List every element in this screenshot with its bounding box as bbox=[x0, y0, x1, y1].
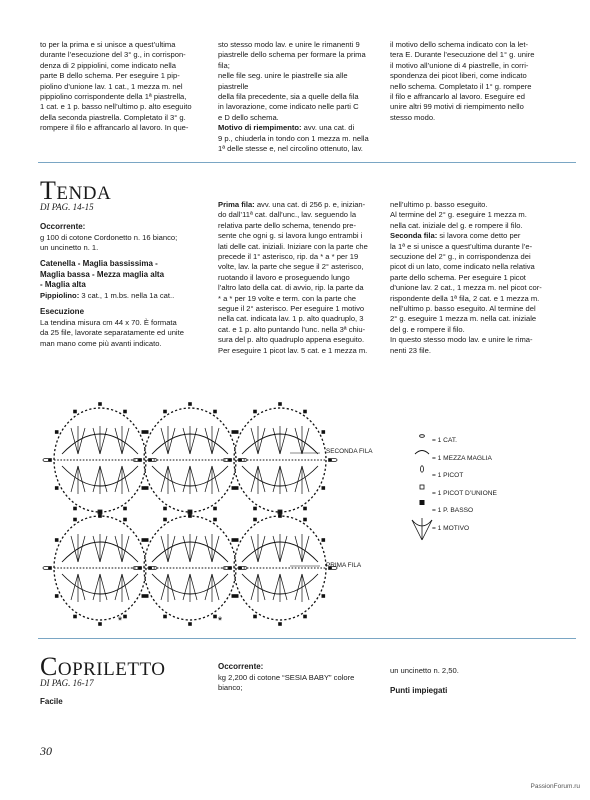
single-crochet-mark bbox=[98, 622, 102, 626]
section-title-copriletto: COPRILETTO bbox=[40, 652, 166, 681]
text-line: precede il 1° asterisco, rip. da * a * per 19 bbox=[218, 252, 359, 262]
single-crochet-mark bbox=[145, 430, 149, 434]
tenda-column-2 bbox=[218, 200, 380, 356]
single-crochet-mark bbox=[98, 510, 102, 514]
motif-stitch bbox=[183, 428, 190, 454]
motif-stitch bbox=[168, 536, 175, 562]
stitch-line: Catenella - Maglia bassissima - bbox=[40, 259, 158, 269]
label-prima-fila: PRIMA FILA bbox=[326, 562, 362, 569]
text-line: ruotando il lavoro e proseguendo lungo bbox=[218, 272, 350, 282]
text-line: 1 cat. e 1 p. basso nell’ultimo p. alto eseguito bbox=[40, 102, 192, 112]
motif-stitch bbox=[78, 428, 85, 454]
legend-item: = 1 MOTIVO bbox=[432, 524, 470, 532]
stitch-line: Maglia bassa - Mezza maglia alta bbox=[40, 269, 165, 279]
single-crochet-mark bbox=[163, 615, 167, 619]
motif-stitch bbox=[115, 466, 122, 492]
seconda-fila-first: si lavora come detto per bbox=[437, 231, 521, 241]
text-line: in lavorazione, come indicato nelle parti C bbox=[218, 102, 359, 112]
motif-stitch bbox=[115, 574, 122, 600]
single-crochet-mark bbox=[145, 538, 149, 542]
text-line: e D dello schema. bbox=[218, 112, 279, 122]
text-line: piastrelle dello schema per formare la prima fila; bbox=[218, 50, 366, 70]
text-line: tera E. Durante l’esecuzione del 1° g. unire bbox=[390, 50, 535, 60]
motif-stitch bbox=[100, 466, 107, 492]
motif-stitch bbox=[115, 536, 122, 562]
slip-stitch-symbol bbox=[415, 451, 429, 455]
motif-symbol bbox=[412, 518, 432, 540]
text-line: pippiolino corrispondente della 1ª piastrella, bbox=[40, 92, 187, 102]
text-line: cat. e 1 p. alto puntando l’unc. nella 3ª chiu- bbox=[218, 324, 366, 334]
top-column-3 bbox=[390, 40, 555, 123]
text-line: il motivo all’unione di 4 piastrelle, in corri- bbox=[390, 60, 529, 70]
legend-item: = 1 P. BASSO bbox=[432, 507, 474, 514]
asterisk: * bbox=[117, 615, 123, 627]
text-line: nell’ultimo p. basso eseguito. bbox=[390, 200, 488, 209]
prima-fila-label: Prima fila: bbox=[218, 200, 255, 209]
section-subtitle-copriletto: DI PAG. 16-17 bbox=[40, 678, 94, 688]
single-crochet-mark bbox=[213, 615, 217, 619]
single-crochet-mark bbox=[303, 410, 307, 414]
single-crochet-mark bbox=[55, 594, 59, 598]
text-line: 9 p., chiuderla in tondo con 1 mezza m. nella bbox=[218, 133, 369, 143]
single-crochet-mark bbox=[235, 486, 239, 490]
difficulty-level: Facile bbox=[40, 697, 63, 706]
text-line: segue il 2° asterisco. Per eseguire 1 motivo bbox=[218, 304, 365, 314]
single-crochet-mark bbox=[235, 430, 239, 434]
motif-stitch bbox=[258, 466, 265, 492]
single-crochet-mark bbox=[55, 430, 59, 434]
motif-stitch bbox=[273, 428, 280, 454]
seconda-fila-label: Seconda fila: bbox=[390, 231, 438, 241]
text-line: volte, lav. la parte che segue il 2° asterisco, bbox=[218, 262, 364, 272]
text-line: un uncinetto n. 1. bbox=[40, 242, 99, 252]
motif-stitch bbox=[168, 574, 175, 600]
motif-stitch bbox=[168, 428, 175, 454]
text-line: relativa parte dello schema, tenendo pre- bbox=[218, 220, 357, 230]
single-crochet-mark bbox=[303, 615, 307, 619]
text-line: durante l’esecuzione del 3° g., in corrispon- bbox=[40, 50, 186, 60]
page-number: 30 bbox=[40, 744, 52, 758]
motif-stitch bbox=[183, 574, 190, 600]
motif-stitch bbox=[100, 428, 107, 454]
text-line: nenti 23 file. bbox=[390, 345, 431, 355]
text-line: il motivo dello schema indicato con la let- bbox=[390, 40, 529, 49]
text-line: nell’ultimo p. basso eseguito. Al termine del bbox=[390, 304, 536, 314]
text-line: rompere il filo e affrancarlo al lavoro. In que- bbox=[40, 123, 189, 133]
text-line: nelle file seg. unire le piastrelle sia alle piastrelle bbox=[218, 71, 348, 91]
asterisk: * bbox=[217, 615, 223, 627]
text-line: La tendina misura cm 44 x 70. È formata bbox=[40, 317, 177, 327]
single-crochet-mark bbox=[232, 430, 236, 434]
punti-heading: Punti impiegati bbox=[390, 686, 448, 696]
section-divider-2 bbox=[38, 638, 576, 639]
motif-stitch bbox=[100, 536, 107, 562]
single-crochet-mark bbox=[123, 410, 127, 414]
text-line: spondenza dei picot liberi, come indicato bbox=[390, 71, 527, 81]
stitches-heading bbox=[40, 259, 205, 291]
text-line: della seconda piastrella. Completato il 3° g. bbox=[40, 112, 186, 122]
single-crochet-mark bbox=[142, 430, 146, 434]
single-crochet-mark bbox=[142, 594, 146, 598]
single-crochet-symbol bbox=[420, 500, 425, 505]
text-line: do dall’11ª cat. dall’unc., lav. seguendo la bbox=[218, 210, 357, 220]
single-crochet-mark bbox=[98, 402, 102, 406]
text-line: rispondente della 1ª fila, 2 cat. e 1 mezza m. bbox=[390, 293, 540, 303]
single-crochet-mark bbox=[253, 507, 257, 511]
motif-stitch bbox=[258, 574, 265, 600]
top-column-2: sto stesso modo lav. e unire le rimanenti 9 piastrelle dello schema per formare la prima fila; nelle file seg. unire le piastrelle sia alle piastrelle della fila precedente, sia a quelle della fila in lavorazione, come indicato nelle parti C e D dello schema. Motivo di riempimento: avv. una cat. di 9 p., chiuderla in tondo con 1 mezza m. nella 1ª delle stesse e, nel circolino ottenuto, lav. bbox=[218, 40, 378, 154]
text-line: Per eseguire 1 picot lav. 5 cat. e 1 mezza m. bbox=[218, 345, 368, 355]
single-crochet-mark bbox=[55, 486, 59, 490]
single-crochet-mark bbox=[73, 410, 77, 414]
single-crochet-mark bbox=[73, 615, 77, 619]
text-line: denza di 2 pippiolini, come indicato nella bbox=[40, 60, 176, 70]
pippiolino-text: 3 cat., 1 m.bs. nella 1a cat.. bbox=[79, 290, 175, 300]
single-crochet-mark bbox=[322, 594, 326, 598]
text-line: * a * per 19 volte e term. con la parte che bbox=[218, 293, 357, 303]
motif-stitch bbox=[183, 466, 190, 492]
single-crochet-mark bbox=[123, 615, 127, 619]
text-line: g 100 di cotone Cordonetto n. 16 bianco; bbox=[40, 232, 178, 242]
text-line: 1ª delle stesse e, nel circolino ottenuto, lav. bbox=[218, 144, 363, 154]
text-line: bianco; bbox=[218, 682, 243, 692]
picot bbox=[331, 458, 337, 461]
text-line: In questo stesso modo lav. e unire le rima- bbox=[390, 335, 533, 345]
occorrente-heading: Occorrente: bbox=[40, 222, 86, 231]
text-line: secuzione del 2° g., in corrispondenza dei bbox=[390, 252, 531, 262]
motif-stitch bbox=[115, 428, 122, 454]
motif-stitch bbox=[280, 536, 287, 562]
section-subtitle-tenda: DI PAG. 14-15 bbox=[40, 202, 94, 212]
single-crochet-mark bbox=[232, 594, 236, 598]
text-line: parte dello schema. Per eseguire 1 picot bbox=[390, 272, 526, 282]
label-seconda-fila: SECONDA FILA bbox=[326, 448, 373, 455]
motif-stitch bbox=[280, 574, 287, 600]
motif-stitch bbox=[190, 466, 197, 492]
single-crochet-mark bbox=[253, 518, 257, 522]
legend bbox=[432, 432, 497, 537]
picot bbox=[43, 566, 49, 569]
picot bbox=[43, 458, 49, 461]
single-crochet-mark bbox=[163, 507, 167, 511]
text-line: nella cat. indicata lav. 1 p. alto quadruplo, 3 bbox=[218, 314, 364, 324]
motif-stitch bbox=[205, 428, 212, 454]
single-crochet-mark bbox=[278, 402, 282, 406]
text-line: picot di un lato, come indicato nella relativa bbox=[390, 262, 535, 272]
motif-stitch bbox=[78, 466, 85, 492]
single-crochet-mark bbox=[142, 486, 146, 490]
legend-item: = 1 PICOT bbox=[432, 472, 464, 479]
text-line: stesso modo. bbox=[390, 112, 436, 122]
title-rest: ENDA bbox=[56, 183, 112, 204]
crochet-diagram bbox=[20, 398, 450, 630]
motif-stitch bbox=[205, 466, 212, 492]
motif-stitch bbox=[295, 536, 302, 562]
single-crochet-mark bbox=[213, 507, 217, 511]
esecuzione-heading: Esecuzione bbox=[40, 307, 85, 317]
motif-stitch bbox=[78, 536, 85, 562]
text-line: 2° g. eseguire 1 mezza m. nella cat. iniziale bbox=[390, 314, 537, 324]
text-line: l’altro lato della cat. di avvio, rip. la parte da bbox=[218, 283, 364, 293]
motif-stitch bbox=[273, 466, 280, 492]
motif-stitch bbox=[295, 466, 302, 492]
single-crochet-mark bbox=[213, 518, 217, 522]
motif-stitch bbox=[205, 574, 212, 600]
single-crochet-mark bbox=[123, 507, 127, 511]
motif-stitch bbox=[190, 536, 197, 562]
section-divider bbox=[38, 162, 576, 163]
single-crochet-mark bbox=[163, 410, 167, 414]
prima-fila-first: avv. una cat. di 256 p. e, inizian- bbox=[254, 200, 366, 209]
text-line: d’unione lav. 2 cat., 1 mezza m. nel picot cor- bbox=[390, 283, 542, 293]
copriletto-column-2 bbox=[218, 662, 383, 693]
single-crochet-mark bbox=[232, 538, 236, 542]
motif-stitch bbox=[93, 466, 100, 492]
motif-stitch bbox=[183, 536, 190, 562]
tenda-column-1 bbox=[40, 222, 205, 349]
single-crochet-mark bbox=[303, 507, 307, 511]
single-crochet-mark bbox=[73, 507, 77, 511]
single-crochet-mark bbox=[123, 518, 127, 522]
motif-stitch bbox=[93, 428, 100, 454]
text-line: la 1ª e si unisce a quest’ultima durante l’e- bbox=[390, 241, 533, 251]
motif-stitch bbox=[100, 574, 107, 600]
top-column-1 bbox=[40, 40, 198, 134]
motif-stitch bbox=[93, 536, 100, 562]
single-crochet-mark bbox=[303, 518, 307, 522]
text-line: sura del p. alto quadruplo appena eseguito. bbox=[218, 335, 365, 345]
single-crochet-mark bbox=[322, 486, 326, 490]
text-line: unire altri 99 motivi di riempimento nello bbox=[390, 102, 524, 112]
picot-symbol bbox=[421, 466, 424, 472]
text-line: il filo e affrancarlo al lavoro. Eseguire ed bbox=[390, 92, 525, 102]
single-crochet-mark bbox=[278, 510, 282, 514]
text-line: da 25 file, lavorate separatamente ed unite bbox=[40, 328, 184, 338]
copriletto-column-3 bbox=[390, 666, 555, 697]
text-line: to per la prima e si unisce a quest’ultima bbox=[40, 40, 176, 49]
motif-stitch bbox=[258, 536, 265, 562]
text-line: piolino d’unione lav. 1 cat., 1 mezza m. nel bbox=[40, 81, 183, 91]
section-title-tenda: TENDA bbox=[40, 176, 112, 205]
stitch-line: - Maglia alta bbox=[40, 280, 86, 290]
single-crochet-mark bbox=[142, 538, 146, 542]
legend-item: = 1 MEZZA MAGLIA bbox=[432, 454, 492, 462]
single-crochet-mark bbox=[235, 594, 239, 598]
single-crochet-mark bbox=[213, 410, 217, 414]
copri-hook: un uncinetto n. 2,50. bbox=[390, 666, 459, 675]
single-crochet-mark bbox=[278, 622, 282, 626]
single-crochet-mark bbox=[145, 594, 149, 598]
single-crochet-mark bbox=[253, 410, 257, 414]
single-crochet-mark bbox=[188, 510, 192, 514]
motif-stitch bbox=[78, 574, 85, 600]
text-line: sente che ogni g. si lavora lungo entrambi i bbox=[218, 231, 363, 241]
single-crochet-mark bbox=[322, 430, 326, 434]
single-crochet-mark bbox=[322, 538, 326, 542]
single-crochet-mark bbox=[235, 538, 239, 542]
pippiolino-label: Pippiolino: bbox=[40, 290, 80, 300]
motif-stitch bbox=[93, 574, 100, 600]
tenda-column-3 bbox=[390, 200, 555, 356]
single-crochet-mark bbox=[188, 402, 192, 406]
copri-occorrente-heading: Occorrente: bbox=[218, 662, 264, 671]
single-crochet-mark bbox=[163, 518, 167, 522]
motif-stitch bbox=[273, 536, 280, 562]
text-line: lati delle cat. iniziali. Iniziare con la parte che bbox=[218, 241, 368, 251]
single-crochet-mark bbox=[145, 486, 149, 490]
chain-symbol bbox=[420, 435, 425, 438]
title-rest: OPRILETTO bbox=[57, 659, 166, 680]
motif-stitch bbox=[280, 466, 287, 492]
motif-stitch bbox=[258, 428, 265, 454]
motif-stitch bbox=[280, 428, 287, 454]
legend-item: = 1 CAT. bbox=[432, 437, 457, 444]
text-line: parte B dello schema. Per eseguire 1 pip- bbox=[40, 71, 180, 81]
motif-stitch bbox=[168, 466, 175, 492]
text-line: Al termine del 2° g. eseguire 1 mezza m. bbox=[390, 210, 527, 220]
motif-stitch bbox=[190, 428, 197, 454]
single-crochet-mark bbox=[188, 622, 192, 626]
single-crochet-mark bbox=[73, 518, 77, 522]
picot-union-symbol bbox=[420, 485, 424, 489]
single-crochet-mark bbox=[253, 615, 257, 619]
text-line: kg 2,200 di cotone “SESIA BABY” colore bbox=[218, 672, 355, 682]
text-line: man mano come più avanti indicato. bbox=[40, 338, 162, 348]
text-line: sto stesso modo lav. e unire le rimanenti 9 bbox=[218, 40, 360, 49]
motif-stitch bbox=[295, 574, 302, 600]
motivo-label: Motivo di riempimento: bbox=[218, 123, 302, 133]
text-line: della fila precedente, sia a quelle della fila bbox=[218, 92, 359, 102]
text-line: del g. e rompere il filo. bbox=[390, 324, 465, 334]
motif-stitch bbox=[273, 574, 280, 600]
legend-item: = 1 PICOT D’UNIONE bbox=[432, 489, 497, 497]
watermark: PassionForum.ru bbox=[530, 783, 580, 790]
motif-stitch bbox=[295, 428, 302, 454]
text-line: nello schema. Completato il 1° g. rompere bbox=[390, 81, 532, 91]
single-crochet-mark bbox=[55, 538, 59, 542]
motif-stitch bbox=[205, 536, 212, 562]
text-line: nella cat. iniziale del g. e rompere il filo. bbox=[390, 220, 523, 230]
single-crochet-mark bbox=[232, 486, 236, 490]
motif-stitch bbox=[190, 574, 197, 600]
